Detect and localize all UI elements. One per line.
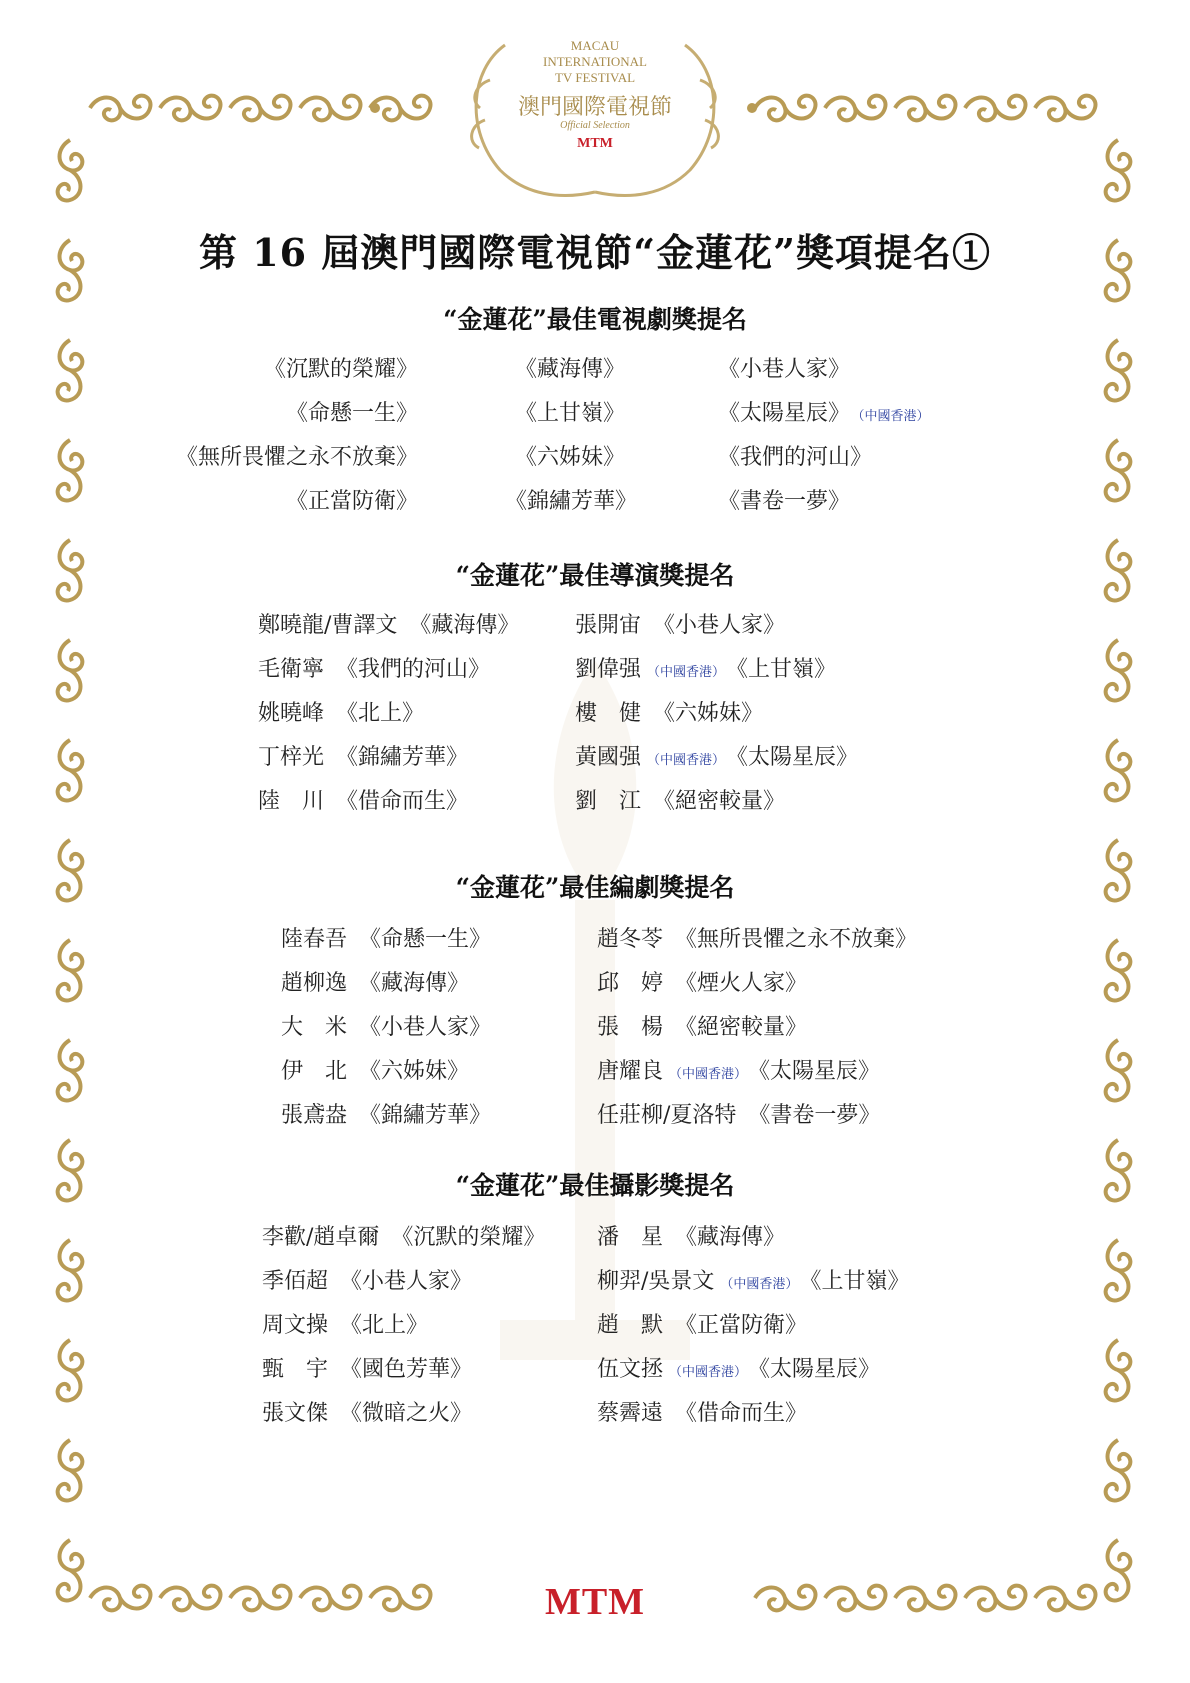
nominee-work: 《書卷一夢》 (748, 1103, 881, 1128)
nominee-name: 唐耀良 (597, 1059, 664, 1084)
nominee-name: 邱 婷 (597, 971, 664, 996)
nominee-name: 姚曉峰 (258, 701, 325, 726)
nominee-name: 伍文拯 (597, 1357, 664, 1382)
drama-nominee: 《錦繡芳華》 (505, 489, 638, 514)
drama-nominee-title: 《太陽星辰》 (718, 401, 851, 426)
cinematography-nominee (597, 1396, 807, 1427)
nominee-name: 趙柳逸 (281, 971, 348, 996)
logo-line-tv-festival: TV FESTIVAL (554, 70, 636, 85)
nominee-name: 張鳶盎 (281, 1103, 348, 1128)
nominee-name: 大 米 (281, 1015, 348, 1040)
director-nominee (575, 784, 785, 815)
nominee-work: 《命懸一生》 (359, 927, 492, 952)
nominee-name: 張文傑 (262, 1401, 329, 1426)
nominee-work: 《小巷人家》 (340, 1269, 473, 1294)
nominee-work: 《小巷人家》 (359, 1015, 492, 1040)
region-note: （中國香港） (858, 409, 930, 424)
director-nominee (258, 652, 490, 683)
drama-nominee: 《我們的河山》 (718, 445, 873, 470)
nominee-work: 《六姊妹》 (359, 1059, 470, 1084)
director-nominee (575, 696, 763, 727)
drama-nominee: 《命懸一生》 (285, 401, 418, 426)
nominee-work: 《錦繡芳華》 (336, 745, 469, 770)
screenwriter-nominee (597, 1010, 807, 1041)
drama-nominee: 《上甘嶺》 (515, 401, 626, 426)
drama-nominee: 《沉默的榮耀》 (263, 357, 418, 382)
cinematography-nominee (597, 1264, 909, 1295)
screenwriter-nominee (597, 966, 807, 997)
nominee-name: 潘 星 (597, 1225, 664, 1250)
nominee-name: 丁梓光 (258, 745, 325, 770)
nominee-name: 趙 默 (597, 1313, 664, 1338)
cinematography-nominee (262, 1220, 545, 1251)
footer-brand-logo: MTM (544, 1581, 646, 1623)
nominee-work: 《正當防衛》 (675, 1313, 808, 1338)
section-title-best-drama: “金蓮花”最佳電視劇獎提名 (443, 305, 747, 334)
nominee-name: 蔡霽遠 (597, 1401, 664, 1426)
nominee-work: 《藏海傳》 (409, 613, 520, 638)
nominee-name: 伊 北 (281, 1059, 348, 1084)
screenwriter-nominee (281, 1054, 469, 1085)
cinematography-nominee (262, 1396, 472, 1427)
screenwriter-nominee (281, 922, 491, 953)
logo-official-selection: Official Selection (560, 120, 630, 131)
nominee-name: 甄 宇 (262, 1357, 329, 1382)
drama-nominee: 《正當防衛》 (285, 489, 418, 514)
drama-nominee: 《六姊妹》 (515, 445, 626, 470)
nominee-name: 趙冬苓 (597, 927, 664, 952)
screenwriter-nominee (281, 1098, 491, 1129)
nominee-work: 《絕密較量》 (653, 789, 786, 814)
nominee-name: 陸春吾 (281, 927, 348, 952)
nominee-work: 《我們的河山》 (336, 657, 491, 682)
director-nominee (575, 652, 836, 683)
cinematography-nominee (262, 1264, 472, 1295)
nominee-work: 《太陽星辰》 (759, 1357, 881, 1382)
nominee-work: 《煙火人家》 (675, 971, 808, 996)
screenwriter-nominee (597, 1098, 880, 1129)
nominee-work: 《六姊妹》 (653, 701, 764, 726)
cinematography-nominee (597, 1352, 880, 1383)
section-title-best-screenwriter: “金蓮花”最佳編劇獎提名 (455, 873, 735, 902)
logo-chinese-name: 澳門國際電視節 (517, 95, 672, 120)
nominee-name: 陸 川 (258, 789, 325, 814)
nominee-work: 《微暗之火》 (340, 1401, 473, 1426)
cinematography-nominee (262, 1352, 472, 1383)
region-note: （中國香港） (647, 753, 726, 768)
drama-nominee (718, 396, 942, 427)
nominee-name: 柳羿/吳景文 (597, 1269, 715, 1294)
section-title-best-director: “金蓮花”最佳導演獎提名 (455, 561, 735, 590)
nominee-work: 《小巷人家》 (653, 613, 786, 638)
screenwriter-nominee (597, 922, 917, 953)
director-nominee (258, 608, 519, 639)
nominee-work: 《絕密較量》 (675, 1015, 808, 1040)
nominee-work: 《上甘嶺》 (737, 657, 837, 682)
nominee-work: 《無所畏懼之永不放棄》 (675, 927, 918, 952)
cinematography-nominee (597, 1308, 807, 1339)
nominee-name: 李歡/趙卓爾 (262, 1225, 380, 1250)
director-nominee (575, 608, 785, 639)
nominee-name: 樓 健 (575, 701, 642, 726)
nominee-name: 毛衛寧 (258, 657, 325, 682)
nominee-work: 《藏海傳》 (675, 1225, 786, 1250)
region-note: （中國香港） (720, 1277, 799, 1292)
nominee-work: 《太陽星辰》 (737, 745, 859, 770)
nominee-work: 《國色芳華》 (340, 1357, 473, 1382)
nominee-work: 《錦繡芳華》 (359, 1103, 492, 1128)
nominee-name: 周文操 (262, 1313, 329, 1338)
nominee-name: 任莊柳/夏洛特 (597, 1103, 737, 1128)
nominee-work: 《北上》 (336, 701, 425, 726)
screenwriter-nominee (597, 1054, 880, 1085)
nominee-name: 鄭曉龍/曹譯文 (258, 613, 398, 638)
nominee-work: 《借命而生》 (675, 1401, 808, 1426)
drama-nominee: 《無所畏懼之永不放棄》 (175, 445, 418, 470)
drama-nominee: 《書卷一夢》 (718, 489, 851, 514)
drama-nominee: 《藏海傳》 (515, 357, 626, 382)
cinematography-nominee (262, 1308, 428, 1339)
nominee-work: 《上甘嶺》 (810, 1269, 910, 1294)
cinematography-nominee (597, 1220, 785, 1251)
nominee-work: 《藏海傳》 (359, 971, 470, 996)
region-note: （中國香港） (669, 1365, 748, 1380)
nominee-name: 劉偉强 (575, 657, 642, 682)
nominee-name: 張開宙 (575, 613, 642, 638)
nominee-work: 《沉默的榮耀》 (391, 1225, 546, 1250)
region-note: （中國香港） (647, 665, 726, 680)
screenwriter-nominee (281, 1010, 491, 1041)
page-title: 第 16 屆澳門國際電視節“金蓮花”獎項提名① (198, 230, 992, 275)
nominee-name: 季佰超 (262, 1269, 329, 1294)
director-nominee (258, 740, 468, 771)
screenwriter-nominee (281, 966, 469, 997)
drama-nominee: 《小巷人家》 (718, 357, 851, 382)
nominee-name: 黃國强 (575, 745, 642, 770)
nominee-work: 《北上》 (340, 1313, 429, 1338)
logo-line-international: INTERNATIONAL (543, 54, 647, 69)
director-nominee (258, 784, 468, 815)
section-title-best-cinematography: “金蓮花”最佳攝影獎提名 (455, 1171, 735, 1200)
region-note: （中國香港） (669, 1067, 748, 1082)
director-nominee (258, 696, 424, 727)
nominee-work: 《太陽星辰》 (759, 1059, 881, 1084)
nominee-work: 《借命而生》 (336, 789, 469, 814)
logo-brand: MTM (577, 136, 613, 151)
director-nominee (575, 740, 858, 771)
nominee-name: 劉 江 (575, 789, 642, 814)
logo-line-macau: MACAU (570, 38, 620, 53)
nominee-name: 張 楊 (597, 1015, 664, 1040)
